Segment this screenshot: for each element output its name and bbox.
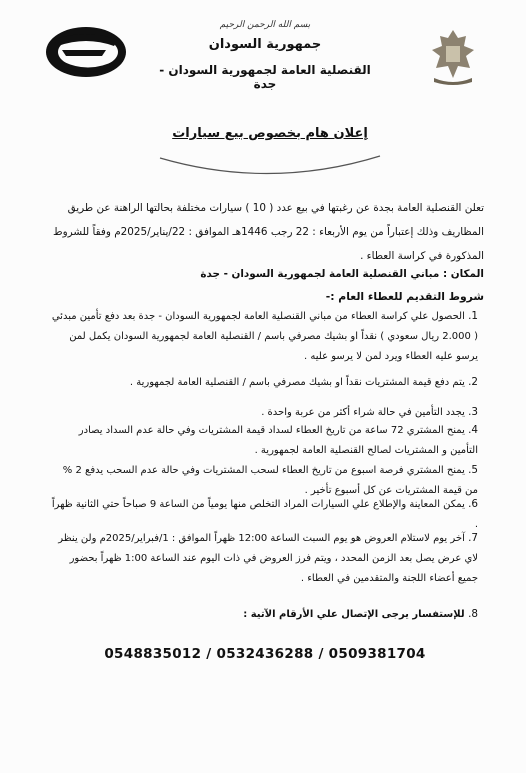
title-underline-swoosh [140,142,400,182]
intro-paragraph: تعلن القنصلية العامة بجدة عن رغبتها في بيع عدد ( 10 ) سيارات مختلفة بحالتها الراهنة عن طريق المظاريف وذلك إعتباراً من يوم الأربعاء : 22 رجب 1446هـ الموافق : 22/يناير/2025م وفقاً للشروط المذكورة في كراسة العطاء . [52,202,484,262]
term-text: للإستفسار يرجى الإتصال علي الأرقام الآتية : [243,609,465,620]
term-text: الحصول علي كراسة العطاء من مباني القنصلية العامة لجمهورية السودان - جدة بعد دفع تأمين مبدئي ( 2.000 ريال سعودي ) نقداً او بشيك مصرفي باسم / القنصلية العامة لجمهورية السودان يكمل لمن يرسو عليه العطاء ويرد لمن لا يرسو عليه . [51,311,478,362]
term-text: يجدد التأمين في حالة شراء أكثر من عربة واحدة . [261,407,465,418]
term-item-8 [48,604,478,625]
term-text: يمنح المشتري فرصة اسبوع من تاريخ العطاء لسحب المشتريات وفي حالة عدم السحب يدفع 2 % من قيمة المشتريات عن كل أسبوع تأخير . [62,465,478,496]
term-number: 1. [468,310,478,322]
term-number: 4. [468,424,478,436]
term-number: 2. [468,376,478,388]
term-number: 5. [468,464,478,476]
term-text: يمكن المعاينة والإطلاع علي السيارات المراد التخلص منها يومياً من الساعة 9 صباحاً حتي الثانية ظهراً . [51,499,478,530]
terms-heading: شروط التقديم للعطاء العام :- [325,290,484,303]
sudan-emblem-icon [428,28,478,86]
country-name: جمهورية السودان [208,37,322,52]
basmala-text: بسم الله الرحمن الرحيم [219,20,311,30]
term-number: 8. [468,608,478,620]
term-text: يتم دفع قيمة المشتريات نقداً او بشيك مصرفي باسم / القنصلية العامة لجمهورية . [129,377,465,388]
venue-line: المكان : مباني القنصلية العامة لجمهورية السودان - جدة [200,268,484,280]
term-text: آخر يوم لاستلام العروض هو يوم السبت الساعة 12:00 ظهراً الموافق : 1/فبراير/2025م ولن ينظر لاي عرض يصل بعد الزمن المحدد ، ويتم فرز العروض في ذات اليوم عند الساعة 1:00 ظهراً بحضور جميع أعضاء اللجنة والمتقدمين في العطاء . [58,533,478,584]
consulate-name: القنصلية العامة لجمهورية السودان - جدة [159,63,371,91]
phone-numbers: 0548835012 / 0532436288 / 0509381704 [104,646,426,662]
term-item-1 [48,306,478,367]
term-number: 3. [468,406,478,418]
term-text: يمنح المشتري 72 ساعة من تاريخ العطاء لسداد قيمة المشتريات وفي حالة عدم السداد يصادر التأمين و المشتريات لصالح القنصلية العامة لجمهورية . [78,425,478,456]
term-item-4 [48,420,478,461]
consulate-logo-icon [44,22,128,80]
term-number: 6. [468,498,478,510]
term-item-7 [48,528,478,589]
term-item-2 [48,372,478,393]
term-number: 7. [468,532,478,544]
page-title: إعلان هام بخصوص بيع سيارات [172,126,368,141]
